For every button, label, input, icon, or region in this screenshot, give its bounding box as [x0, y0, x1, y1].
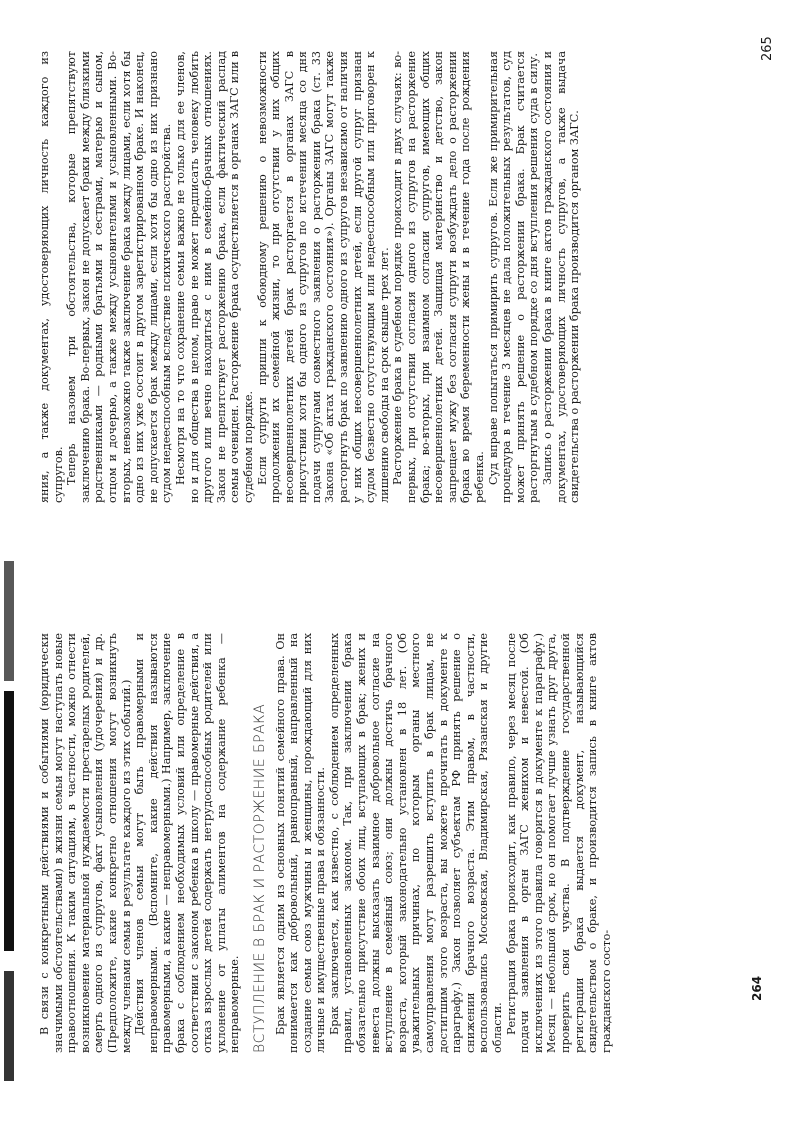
- page-number: 265: [760, 36, 775, 61]
- paragraph: Брак заключается, как известно, с соблюдением определенных правил, установленных законом. Так, при заключении брака обязательно присутствие обоих лиц, вступающих в брак; жених и невеста должны высказать взаимное добровольное согласие на вступление в семейный союз; они должны достичь брачного возраста, который законодательно установлен в 18 лет. (Об уважительных причинах, по которым органы местного самоуправления могут разрешить вступить в брак лицам, не достигшим этого возраста, вы можете прочитать в документе к параграфу.) Закон позволяет субъектам РФ принять решение о снижении брачного возраста. Этим правом, в частности, воспользовались Московская, Владимирская, Рязанская и другие области.: [327, 633, 504, 1053]
- section-heading: ВСТУПЛЕНИЕ В БРАК И РАСТОРЖЕНИЕ БРАКА: [251, 703, 268, 1053]
- paragraph: Запись о расторжении брака в книге актов гражданского состояния и документах, удостоверяющих личность супругов, а также выдача свидетельства о расторжении брака производится органом ЗАГС.: [540, 51, 582, 503]
- paragraph: В связи с конкретными действиями и событиями (юридически значимыми обстоятельствами) в жизни семьи могут наступать новые правоотношения. К таким ситуациям, в частности, можно отнести возникновение материальной нуждаемости престарелых родителей, смерть одного из супругов, факт усыновления (удочерения) и др. (Предположите, какие конкретно отношения могут возникнуть между членами семьи в результате каждого из этих событий.): [38, 633, 133, 1053]
- paragraph: Регистрация брака происходит, как правило, через месяц после подачи заявления в орган ЗАГС женихом и невестой. (Об исключениях из этого правила говорится в документе к параграфу.) Месяц — небольшой срок, но он помогает лучше узнать друг друга, проверить свои чувства. В подтверждение государственной регистрации брака выдается документ, называющийся свидетельством о браке, и производится запись в книге актов гражданского состо-: [504, 633, 613, 1053]
- page-number: 264: [750, 975, 764, 1001]
- paragraph: Несмотря на то что сохранение семьи важно не только для ее членов, но и для общества в целом, право не может предписать человеку любить другого или вечно находиться с ним в семейно-брачных отношениях. Закон не препятствует расторжению брака, если фактический распад семьи очевиден. Расторжение брака осуществляется в органах ЗАГС или в судебном порядке.: [173, 51, 255, 503]
- paragraph: Если супруги пришли к обоюдному решению о невозможности продолжения их семейной жизни, то при отсутствии у них общих несовершеннолетних детей брак расторгается в органах ЗАГС в присутствии хотя бы одного из супругов по истечении месяца со дня подачи супругами совместного заявления о расторжении брака (ст. 33 Закона «Об актах гражданского состояния»). Органы ЗАГС могут также расторгнуть брак по заявлению одного из супругов независимо от наличия у них общих несовершеннолетних детей, если другой супруг признан судом безвестно отсутствующим или недееспособным или приговорен к лишению свободы на срок свыше трех лет.: [255, 51, 391, 503]
- paragraph: Теперь назовем три обстоятельства, которые препятствуют заключению брака. Во-первых, закон не допускает браки между близкими родственниками — родными братьями и сестрами, матерью и сыном, отцом и дочерью, а также между усыновителями и усыновленными. Во-вторых, невозможно также заключение брака между лицами, если хотя бы одно из них уже состоит в другом зарегистрированном браке. И наконец, не допускается брак между лицами, если хотя бы одно из них признано судом недееспособным вследствие психического расстройства.: [65, 51, 174, 503]
- left-page: [0, 561, 793, 1121]
- paragraph: Брак является одним из основных понятий семейного права. Он понимается как добровольный, равноправный, направленный на создание семьи союз мужчины и женщины, порождающий для них личные и имущественные права и обязанности.: [273, 633, 328, 1053]
- right-column: [38, 51, 582, 503]
- paragraph: Расторжение брака в судебном порядке происходит в двух случаях: во-первых, при отсутствии согласия одного из супругов на расторжение брака; во-вторых, при взаимном согласии супругов, имеющих общих несовершеннолетних детей. Защищая материнство и детство, закон запрещает мужу без согласия супруги возбуждать дело о расторжении брака во время беременности жены и в течение года после рождения ребенка.: [391, 51, 486, 503]
- paragraph: Действия членов семьи могут быть правомерными и неправомерными. (Вспомните, какие действия называются правомерными, а какие — неправомерными.) Например, заключение брака с соблюдением необходимых условий или определение в соответствии с законом ребенка в школу — правомерные действия, а отказ взрослых детей содержать нетрудоспособных родителей или уклонение от уплаты алиментов на содержание ребенка — неправомерные.: [133, 633, 242, 1053]
- paragraph: Суд вправе попытаться примирить супругов. Если же примирительная процедура в течение 3 месяцев не дала положительных результатов, суд может принять решение о расторжении брака. Брак считается расторгнутым в судебном порядке со дня вступления решения суда в силу.: [486, 51, 541, 503]
- left-column: [38, 633, 613, 1053]
- paragraph: яния, а также документах, удостоверяющих личность каждого из супругов.: [38, 51, 65, 503]
